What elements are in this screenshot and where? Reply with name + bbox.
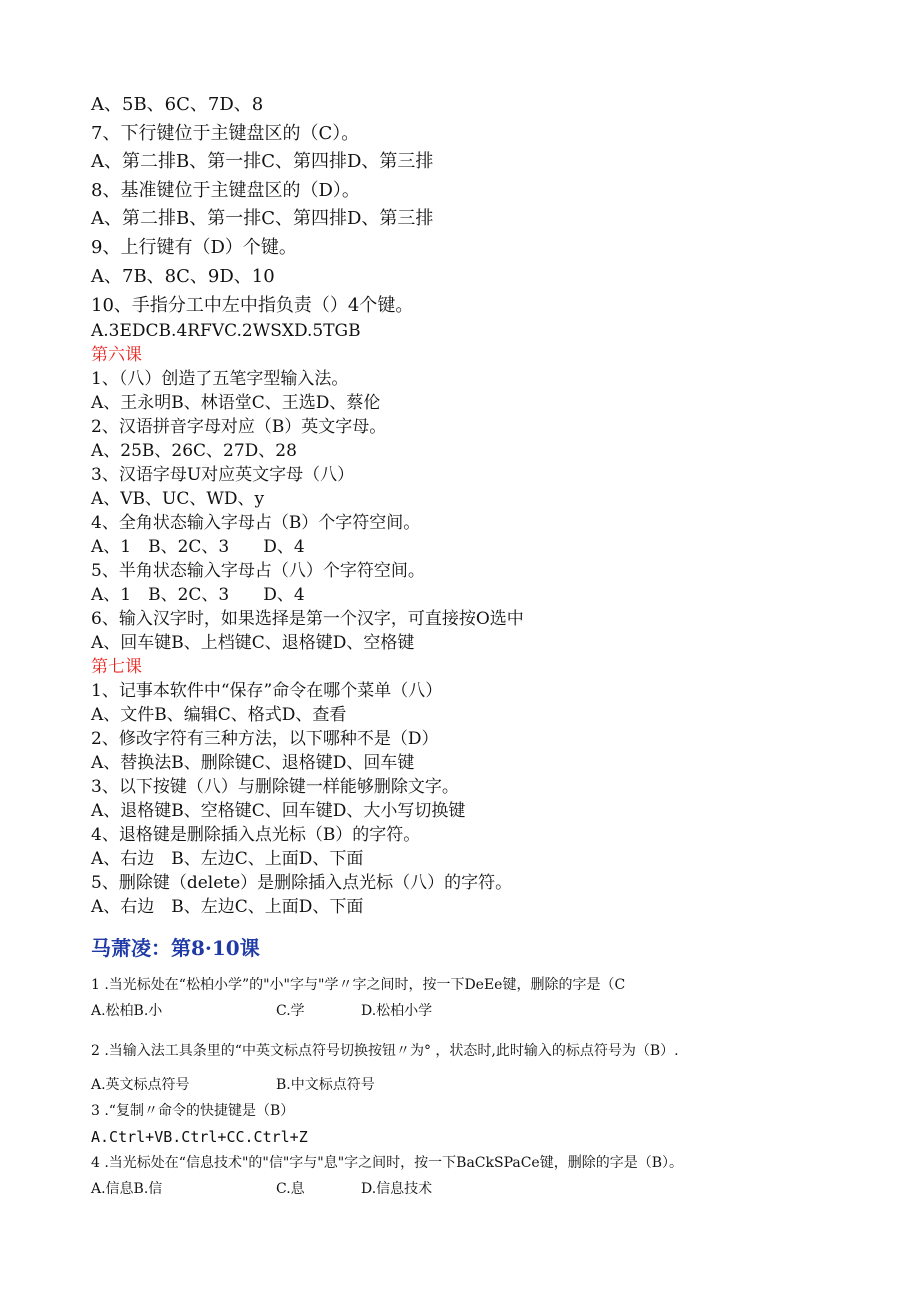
question-options <box>91 1075 591 1095</box>
option: A.信息B.信 <box>91 1181 163 1197</box>
question-options: A、7B、8C、9D、10 <box>91 266 275 287</box>
question: 4 .当光标处在“信息技术"的"信"字与"息"字之间时，按一下BaCkSPaCe键，删除的字是（B）。 <box>91 1155 684 1171</box>
question-options: A.3EDCB.4RFVC.2WSXD.5TGB <box>91 321 361 341</box>
question: 9、上行键有（D）个键。 <box>91 237 297 258</box>
question-options: A、1 B、2C、3 D、4 <box>91 537 305 557</box>
question: 8、基准键位于主键盘区的（D）。 <box>91 180 360 201</box>
lesson-heading: 第七课 <box>91 657 142 677</box>
question: 3 .“复制〃命令的快捷键是（B） <box>91 1103 295 1119</box>
question-options: A、VB、UC、WD、y <box>91 489 265 509</box>
lesson-heading: 第六课 <box>91 345 142 365</box>
question-options: A、第二排B、第一排C、第四排D、第三排 <box>91 208 434 229</box>
question: 1、（八）创造了五笔字型输入法。 <box>91 369 349 389</box>
question-options: A、1 B、2C、3 D、4 <box>91 585 305 605</box>
question-options: A、右边 B、左边C、上面D、下面 <box>91 849 364 869</box>
question-options: A、第二排B、第一排C、第四排D、第三排 <box>91 151 434 172</box>
question: 2、汉语拼音字母对应（B）英文字母。 <box>91 417 387 437</box>
question: 1 .当光标处在“松柏小学”的"小"字与"学〃字之间时，按一下DeEe键，删除的字是（C <box>91 977 626 993</box>
option: A.松柏B.小 <box>91 1003 163 1019</box>
question-options: A、王永明B、林语堂C、王选D、蔡伦 <box>91 393 381 413</box>
question-options: A.Ctrl+VB.Ctrl+CC.Ctrl+Z <box>91 1128 308 1146</box>
question-options <box>91 1179 591 1199</box>
question: 10、手指分工中左中指负责（）4个键。 <box>91 295 414 316</box>
option: A.英文标点符号 <box>91 1077 190 1093</box>
question: 1、记事本软件中“保存”命令在哪个菜单（八） <box>91 681 443 701</box>
question: 2 .当输入法工具条里的“中英文标点符号切换按钮〃为° ，状态时,此时输入的标点符号为（B）. <box>91 1043 679 1059</box>
question-options: A、25B、26C、27D、28 <box>91 441 297 461</box>
question: 2、修改字符有三种方法，以下哪种不是（D） <box>91 729 439 749</box>
option: C.息 <box>276 1181 305 1197</box>
question: 5、删除键（delete）是删除插入点光标（八）的字符。 <box>91 873 513 893</box>
question-options <box>91 1001 591 1021</box>
question-options: A、退格键B、空格键C、回车键D、大小写切换键 <box>91 801 466 821</box>
question-options: A、5B、6C、7D、8 <box>91 94 264 115</box>
question: 7、下行键位于主键盘区的（C）。 <box>91 123 360 144</box>
option: B.中文标点符号 <box>276 1077 375 1093</box>
question: 3、以下按键（八）与删除键一样能够删除文字。 <box>91 777 459 797</box>
question: 4、全角状态输入字母占（B）个字符空间。 <box>91 513 421 533</box>
option: D.松柏小学 <box>361 1003 433 1019</box>
question-options: A、回车键B、上档键C、退格键D、空格键 <box>91 633 415 653</box>
question-options: A、替换法B、删除键C、退格键D、回车键 <box>91 753 415 773</box>
lesson-heading: 马萧凌：第8·10课 <box>91 936 260 960</box>
option: D.信息技术 <box>361 1181 433 1197</box>
question: 5、半角状态输入字母占（八）个字符空间。 <box>91 561 425 581</box>
option: C.学 <box>276 1003 305 1019</box>
question: 6、输入汉字时，如果选择是第一个汉字，可直接按O选中 <box>91 609 524 629</box>
question-options: A、右边 B、左边C、上面D、下面 <box>91 897 364 917</box>
question-options: A、文件B、编辑C、格式D、查看 <box>91 705 347 725</box>
question: 3、汉语字母U对应英文字母（八） <box>91 465 355 485</box>
question: 4、退格键是删除插入点光标（B）的字符。 <box>91 825 421 845</box>
